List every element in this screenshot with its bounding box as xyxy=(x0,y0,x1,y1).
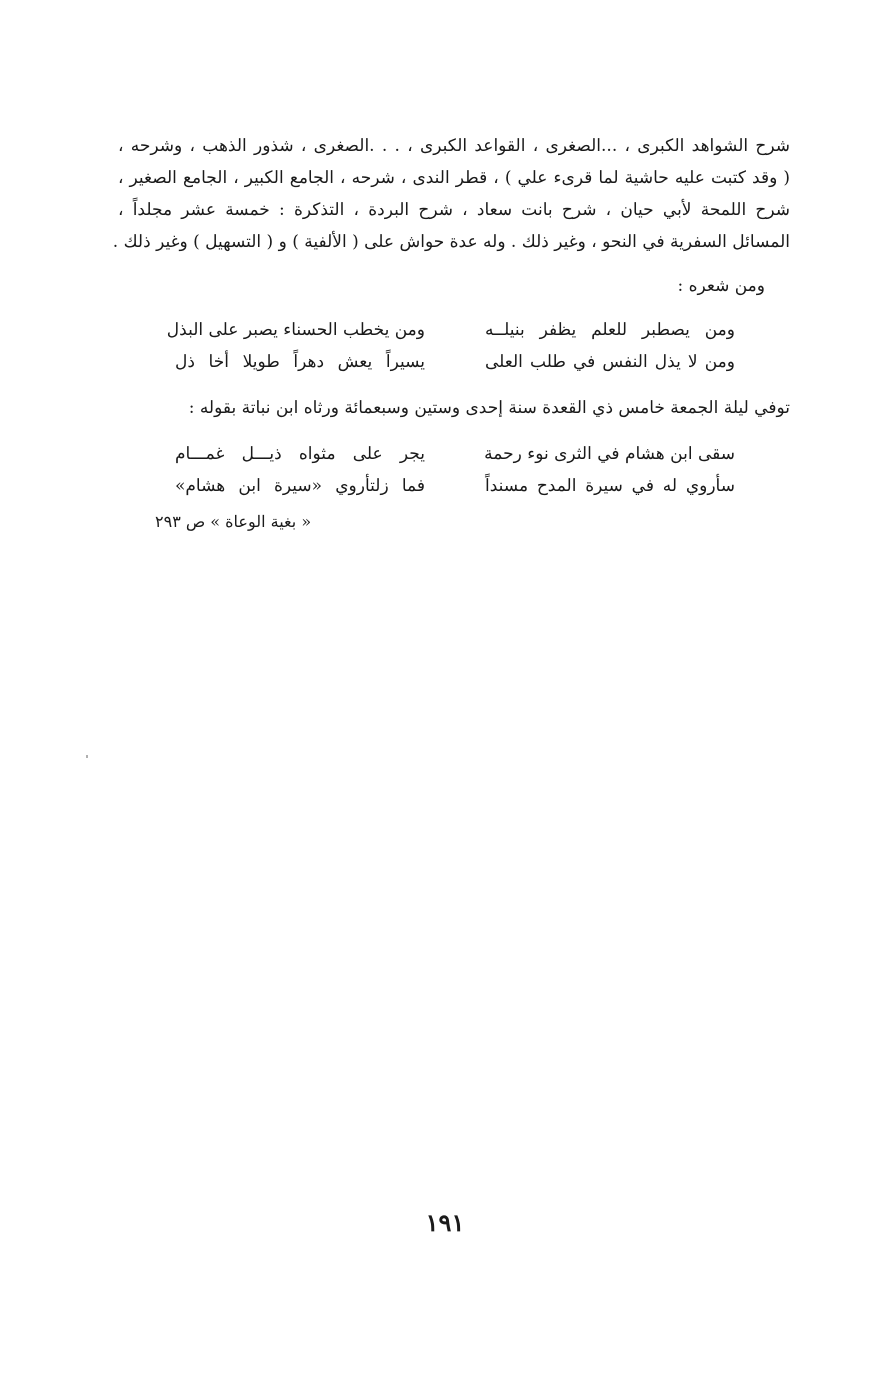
paragraph-line: شرح الشواهد الكبرى ، ...الصغرى ، القواعد الكبرى ، . . .الصغرى ، شذور الذهب ، وشرحه ، xyxy=(118,136,790,156)
verse-hemistich-left: فما زلتأروي «سيرة ابن هشام» xyxy=(175,476,425,496)
biography-paragraph xyxy=(112,130,790,258)
verse-hemistich-right: سأروي له في سيرة المدح مسنداً xyxy=(485,476,735,496)
paragraph-line: شرح اللمحة لأبي حيان ، شرح بانت سعاد ، شرح البردة ، التذكرة : خمسة عشر مجلداً ، xyxy=(118,200,790,220)
verse-hemistich-right: سقى ابن هشام في الثرى نوء رحمة xyxy=(484,444,735,464)
paragraph-line: المسائل السفرية في النحو ، وغير ذلك . وله عدة حواش على ( الألفية ) و ( التسهيل ) وغير ذلك . xyxy=(112,232,790,252)
verse-hemistich-right: ومن يصطبر للعلم يظفر بنيلــه xyxy=(485,320,735,340)
poem-2-verse-1 xyxy=(175,444,735,474)
poem-2-verse-2 xyxy=(175,476,735,506)
source-citation: « بغية الوعاة » ص ٢٩٣ xyxy=(155,512,312,531)
poem-1-verse-2 xyxy=(175,352,735,382)
paper-speck xyxy=(86,755,88,758)
verse-hemistich-right: ومن لا يذل النفس في طلب العلى xyxy=(485,352,735,372)
poetry-intro: ومن شعره : xyxy=(677,276,765,296)
page-number: ١٩١ xyxy=(425,1208,465,1237)
verse-hemistich-left: يسيراً يعش دهراً طويلا أخا ذل xyxy=(175,352,425,372)
paragraph-line: ( وقد كتبت عليه حاشية لما قرىء علي ) ، قطر الندى ، شرحه ، الجامع الكبير ، الجامع الصغير ، xyxy=(118,168,790,188)
verse-hemistich-left: ومن يخطب الحسناء يصبر على البذل xyxy=(166,320,425,340)
poem-1-verse-1 xyxy=(166,320,735,350)
verse-hemistich-left: يجر على مثواه ذيـــل غمـــام xyxy=(175,444,425,464)
death-notice: توفي ليلة الجمعة خامس ذي القعدة سنة إحدى وستين وسبعمائة ورثاه ابن نباتة بقوله : xyxy=(188,398,790,418)
